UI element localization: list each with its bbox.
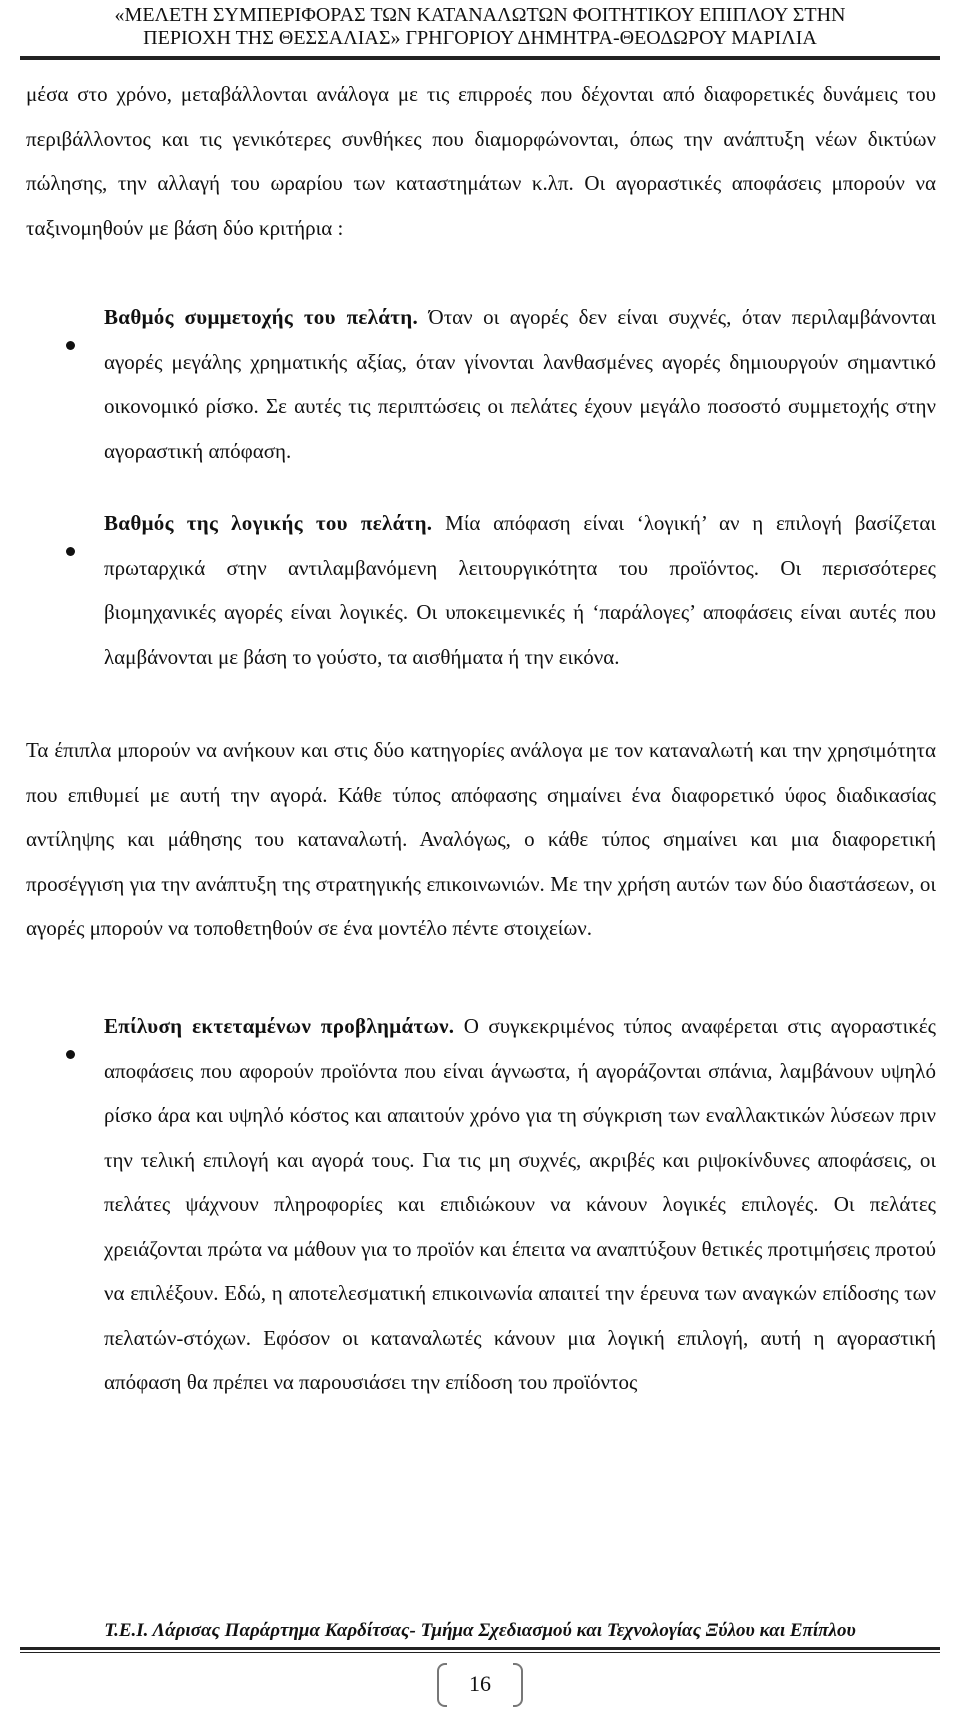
bullet-extended-title: Επίλυση εκτεταμένων προβλημάτων. bbox=[104, 1014, 455, 1038]
running-header bbox=[20, 4, 940, 50]
bullet-rationality-text: Μία απόφαση είναι ‘λογική’ αν η επιλογή βασίζεται πρωταρχικά στην αντιλαμβανόμενη λειτουργικότητα του προϊόντος. Οι περισσότερες βιομηχανικές αγορές είναι λογικές. Οι υποκειμενικές ή ‘παράλογες’ αποφάσεις είναι αυτές που λαμβάνονται με βάση το γούστο, τα αισθήματα ή την εικόνα. bbox=[104, 511, 936, 669]
header-line-1: «ΜΕΛΕΤΗ ΣΥΜΠΕΡΙΦΟΡΑΣ ΤΩΝ ΚΑΤΑΝΑΛΩΤΩΝ ΦΟΙΤΗΤΙΚΟΥ ΕΠΙΠΛΟΥ ΣΤΗΝ bbox=[114, 4, 846, 26]
intro-paragraph: μέσα στο χρόνο, μεταβάλλονται ανάλογα με τις επιρροές που δέχονται από διαφορετικές δυνάμεις του περιβάλλοντος και τις γενικότερες συνθήκες που διαμορφώνονται, όπως την ανάπτυξη νέων δικτύων πώλησης, την αλλαγή του ωραρίου των καταστημάτων κ.λπ. Οι αγοραστικές αποφάσεις μπορούν να ταξινομηθούν με βάση δύο κριτήρια : bbox=[26, 82, 936, 240]
bullet-icon bbox=[66, 341, 75, 350]
bullet-rationality bbox=[104, 501, 936, 679]
right-brace-icon bbox=[513, 1663, 523, 1707]
header-rule bbox=[20, 56, 940, 60]
bullet-participation-title: Βαθμός συμμετοχής του πελάτη. bbox=[104, 305, 419, 329]
bullet-icon bbox=[66, 547, 75, 556]
bullet-extended-problem-solving bbox=[104, 1004, 936, 1405]
footer-institution: Τ.Ε.Ι. Λάρισας Παράρτημα Καρδίτσας- Τμήμα Σχεδιασμού και Τεχνολογίας Ξύλου και Επίπλου bbox=[104, 1620, 856, 1641]
footer-rule bbox=[20, 1647, 940, 1653]
bullet-participation bbox=[104, 295, 936, 473]
bullet-extended-text: Ο συγκεκριμένος τύπος αναφέρεται στις αγοραστικές αποφάσεις που αφορούν προϊόντα που είναι άγνωστα, ή αγοράζονται σπάνια, λαμβάνουν υψηλό ρίσκο άρα και υψηλό κόστος και απαιτούν χρόνο για τη σύγκριση των εναλλακτικών λύσεων πριν την τελική επιλογή και αγορά τους. Για τις μη συχνές, ακριβές και ριψοκίνδυνες αποφάσεις, οι πελάτες ψάχνουν πληροφορίες και επιδιώκουν να κάνουν λογικές επιλογές. Οι πελάτες χρειάζονται πρώτα να μάθουν για το προϊόν και έπειτα να αναπτύξουν θετικές προτιμήσεις προτού να επιλέξουν. Εδώ, η αποτελεσματική επικοινωνία απαιτεί την έρευνα των αναγκών επίδοσης των πελατών-στόχων. Εφόσον οι καταναλωτές κάνουν μια λογική επιλογή, αυτή η αγοραστική απόφαση θα πρέπει να παρουσιάσει την επίδοση του προϊόντος bbox=[104, 1014, 936, 1394]
bullet-icon bbox=[66, 1050, 75, 1059]
bullet-rationality-title: Βαθμός της λογικής του πελάτη. bbox=[104, 511, 433, 535]
bullet-participation-text: Όταν οι αγορές δεν είναι συχνές, όταν περιλαμβάνονται αγορές μεγάλης χρηματικής αξίας, όταν γίνονται λανθασμένες αγορές δημιουργούν σημαντικό οικονομικό ρίσκο. Σε αυτές τις περιπτώσεις οι πελάτες έχουν μεγάλο ποσοστό συμμετοχής στην αγοραστική απόφαση. bbox=[104, 305, 936, 463]
page-number: 16 bbox=[469, 1671, 491, 1696]
middle-paragraph: Τα έπιπλα μπορούν να ανήκουν και στις δύο κατηγορίες ανάλογα με τον καταναλωτή και την χρησιμότητα που επιθυμεί με αυτή την αγορά. Κάθε τύπος απόφασης σημαίνει ένα διαφορετικό ύφος διαδικασίας αντίληψης και μάθησης του καταναλωτή. Αναλόγως, ο κάθε τύπος σημαίνει και μια διαφορετική προσέγγιση για την ανάπτυξη της στρατηγικής επικοινωνιών. Με την χρήση αυτών των δύο διαστάσεων, οι αγορές μπορούν να τοποθετηθούν σε ένα μοντέλο πέντε στοιχείων. bbox=[26, 738, 936, 940]
header-line-2: ΠΕΡΙΟΧΗ ΤΗΣ ΘΕΣΣΑΛΙΑΣ» ΓΡΗΓΟΡΙΟΥ ΔΗΜΗΤΡΑ-ΘΕΟΔΩΡΟΥ ΜΑΡΙΛΙΑ bbox=[143, 27, 817, 49]
page-number-box bbox=[437, 1663, 523, 1707]
